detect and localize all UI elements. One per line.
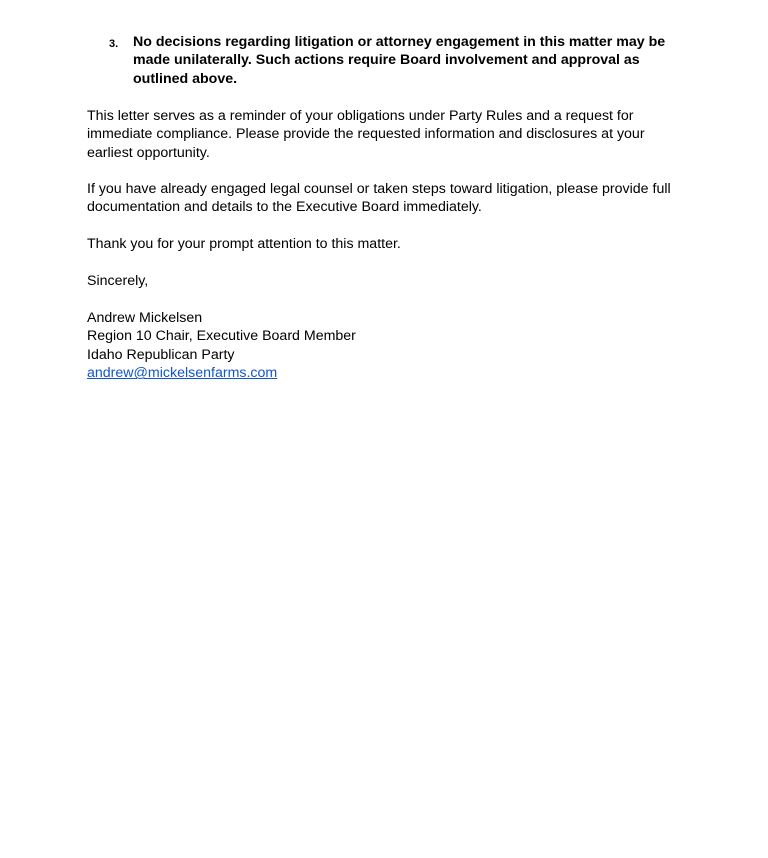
thanks-paragraph: Thank you for your prompt attention to this matter.	[87, 236, 401, 252]
signature-block	[87, 309, 687, 383]
signer-name: Andrew Mickelsen	[87, 310, 203, 326]
reminder-paragraph: This letter serves as a reminder of your obligations under Party Rules and a request for immediate compliance. Please provide the requested information and disclosures at your earliest opportunity.	[87, 108, 645, 161]
signer-organization: Idaho Republican Party	[87, 346, 235, 363]
list-item-number: 3.	[109, 38, 119, 50]
list-item-text: No decisions regarding litigation or attorney engagement in this matter may be made unilaterally. Such actions require Board involvement and approval as outlined above.	[133, 34, 666, 87]
counsel-paragraph: If you have already engaged legal counsel or taken steps toward litigation, please provide full documentation and details to the Executive Board immediately.	[87, 181, 671, 216]
closing-line: Sincerely,	[87, 273, 149, 289]
signer-email-link[interactable]: andrew@mickelsenfarms.com	[87, 365, 278, 382]
signer-title: Region 10 Chair, Executive Board Member	[87, 328, 356, 345]
